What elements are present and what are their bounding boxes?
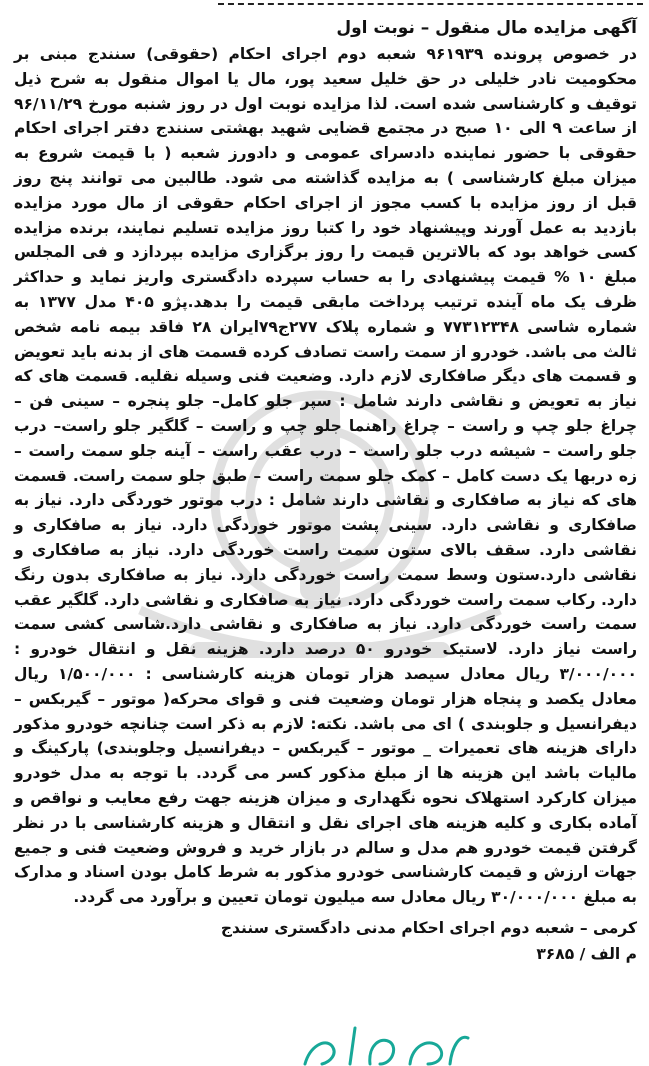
auction-notice (14, 16, 637, 966)
handwritten-mark-icon (300, 1016, 470, 1066)
top-dashed-rule (218, 3, 643, 5)
notice-title: آگهی مزایده مال منقول – نوبت اول (336, 18, 637, 38)
notice-body: در خصوص پرونده ۹۶۱۹۳۹ شعبه دوم اجرای احکام (حقوقی) سنندج مبنی بر محکومیت نادر خلیلی در حق خلیل سعید پور، مال یا اموال منقول به شرح ذیل توقیف و کارشناسی شده است. لذا مزایده نوبت اول در روز شنبه مورخ ۹۶/۱۱/۲۹ از ساعت ۹ الی ۱۰ صبح در مجتمع قضایی شهید بهشتی سنندج دفتر اجرای احکام حقوقی با حضور نماینده دادسرای عمومی و دادورز شعبه ( با قیمت شروع به میزان مبلغ کارشناسی ) به مزایده گذاشته می شود. طالبین می توانند پنج روز قبل از روز مزایده با کسب مجوز از اجرای احکام حقوقی از مال مورد مزایده بازدید به عمل آورند وپیشنهاد خود را کتبا روز مزایده تسلیم نمایند، برنده مزایده کسی خواهد بود که بالاترین قیمت را روز برگزاری مزایده بپردازد و فی المجلس مبلغ ۱۰ % قیمت پیشنهادی را به حساب سپرده دادگستری واریز نماید و حداکثر ظرف یک ماه آینده ترتیب پرداخت مابقی قیمت را بدهد.پژو ۴۰۵ مدل ۱۳۷۷ به شماره شاسی ۷۷۳۱۲۳۴۸ و شماره پلاک ۲۷۷ج۷۹ایران ۲۸ فاقد بیمه نامه شخص ثالث می باشد. خودرو از سمت راست تصادف کرده قسمت های از بدنه باید تعویض و قسمت های دیگر صافکاری لازم دارد. وضعیت فنی وسیله نقلیه. قسمت های که نیاز به تعویض و نقاشی دارند شامل : سپر جلو کامل– جلو پنجره – سینی فن – چراغ جلو چپ و راست – چراغ راهنما جلو چپ و راست – گلگیر جلو راست– درب جلو راست – شیشه درب جلو راست – درب عقب راست – آینه جلو سمت راست – زه دربها یک دست کامل – کمک جلو سمت راست – طبق جلو سمت راست. قسمت های که نیاز به صافکاری و نقاشی دارند شامل : درب موتور خوردگی دارد. نیاز به صافکاری و نقاشی دارد. سینی پشت موتور خوردگی دارد. نیاز به صافکاری و نقاشی دارد. سقف بالای ستون سمت راست خوردگی دارد. نیاز به صافکاری و نقاشی دارد.ستون وسط سمت راست خوردگی دارد. نیاز به صافکاری بدون رنگ دارد. رکاب سمت راست خوردگی دارد. نیاز به صافکاری و نقاشی دارد. گلگیر عقب سمت راست خوردگی دارد. نیاز به صافکاری و نقاشی دارد.شاسی کشی سمت راست نیاز دارد. لاستیک خودرو ۵۰ درصد دارد. هزینه نقل و انتقال خودرو : ۳/۰۰۰/۰۰۰ ریال معادل سیصد هزار تومان هزینه کارشناسی : ۱/۵۰۰/۰۰۰ ریال معادل یکصد و پنجاه هزار تومان وضعیت فنی و قوای محرکه( موتور – گیربکس – دیفرانسیل و جلوبندی ) ای می باشد. نکته: لازم به ذکر است چنانچه خودرو مذکور دارای هزینه های تعمیرات _ موتور – گیربکس – دیفرانسیل وجلوبندی) پارکینگ و مالیات باشد این هزینه ها از مبلغ مذکور کسر می گردد. با توجه به مدل خودرو میزان کارکرد استهلاک نحوه نگهداری و میزان هزینه جهت رفع معایب و نواقص و آماده بکاری و کلیه هزینه های اجرای نقل و انتقال و هزینه کارشناسی با در نظر گرفتن قیمت خودرو هم مدل و سالم در بازار خرید و فروش وضعیت فنی و جمیع جهات ارزش و قیمت کارشناسی خودرو مذکور به شرط کامل بودن اسناد و مدارک به مبلغ ۳۰/۰۰۰/۰۰۰ ریال معادل سه میلیون تومان تعیین و برآورد می گردد. (14, 45, 638, 907)
notice-reference-number: م الف / ۳۶۸۵ (536, 944, 637, 963)
notice-signature: کرمی – شعبه دوم اجرای احکام مدنی دادگستری سنندج (220, 918, 637, 937)
